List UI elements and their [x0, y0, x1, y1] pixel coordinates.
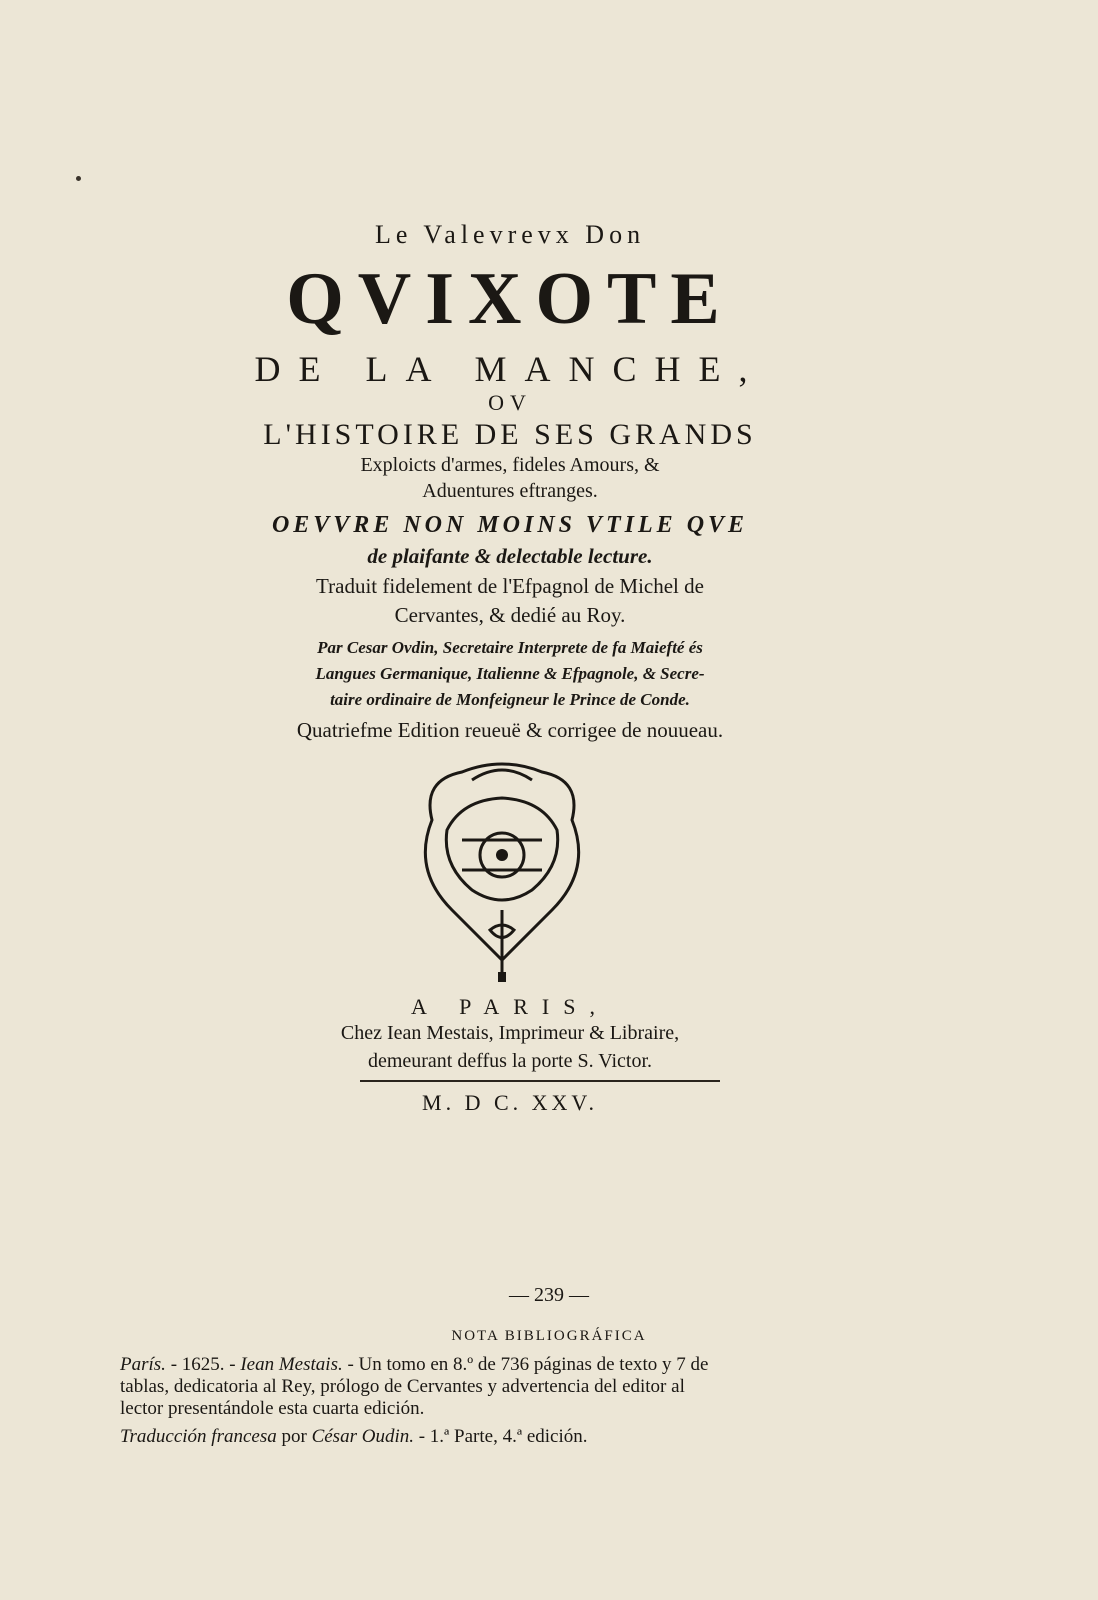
note-edition: - 1.ª Parte, 4.ª edición.	[413, 1426, 588, 1447]
note-place: París.	[120, 1354, 166, 1375]
title-line-16: A PARIS,	[410, 994, 609, 1019]
title-line-15: Quatriefme Edition reueuë & corrigee de nouueau.	[296, 718, 724, 742]
title-line-19: M. D C. XXV.	[422, 1090, 598, 1115]
title-line-12: Par Cesar Ovdin, Secretaire Interprete de fa Maiefté és	[317, 638, 703, 657]
note-year: - 1625. -	[165, 1354, 241, 1375]
title-line-5: L'HISTOIRE DE SES GRANDS	[263, 418, 757, 451]
title-line-1: Le Valevrevx Don	[374, 220, 646, 249]
title-line-14: taire ordinaire de Monfeigneur le Prince de Conde.	[330, 690, 690, 709]
ink-spot	[76, 176, 81, 181]
note-by: por	[276, 1426, 312, 1447]
title-line-18: demeurant deffus la porte S. Victor.	[367, 1050, 653, 1072]
title-line-11: Cervantes, & dedié au Roy.	[394, 603, 626, 627]
title-line-10: Traduit fidelement de l'Efpagnol de Michel de	[316, 574, 704, 598]
title-line-4: OV	[488, 390, 532, 415]
title-main: QVIXOTE	[286, 258, 734, 340]
note-line-4	[120, 1426, 1000, 1448]
note-translator: César Oudin.	[311, 1426, 414, 1447]
title-line-9: de plaifante & delectable lecture.	[367, 544, 653, 568]
title-line-3: DE LA MANCHE,	[254, 349, 766, 389]
divider	[360, 1080, 720, 1082]
title-line-7: Aduentures eftranges.	[422, 480, 598, 502]
note-translation: Traducción francesa	[120, 1426, 277, 1447]
printer-device-emblem-icon	[402, 760, 602, 990]
page-number: — 239 —	[509, 1284, 589, 1306]
note-desc: - Un tomo en 8.º de 736 páginas de texto y 7 de	[342, 1354, 709, 1375]
title-line-17: Chez Iean Mestais, Imprimeur & Libraire,	[340, 1022, 680, 1044]
note-line-2: tablas, dedicatoria al Rey, prólogo de Cervantes y advertencia del editor al	[120, 1376, 685, 1397]
title-line-13: Langues Germanique, Italienne & Efpagnole, & Secre-	[315, 664, 705, 683]
title-line-6: Exploicts d'armes, fideles Amours, &	[360, 454, 660, 476]
title-line-8: OEVVRE NON MOINS VTILE QVE	[271, 512, 749, 538]
note-line-1	[120, 1354, 1000, 1376]
note-printer: Iean Mestais.	[240, 1354, 343, 1375]
note-heading: NOTA BIBLIOGRÁFICA	[451, 1328, 647, 1344]
note-line-3: lector presentándole esta cuarta edición.	[120, 1398, 425, 1419]
